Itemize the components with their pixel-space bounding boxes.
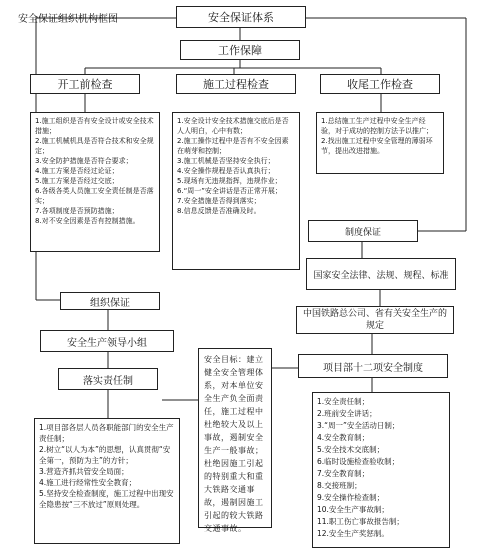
list-item: 7.安全教育制； <box>317 469 370 478</box>
in-process-check-list <box>172 112 300 270</box>
national-law-box <box>306 258 456 290</box>
pre-start-check-list <box>30 112 160 252</box>
system-guarantee-label: 制度保证 <box>344 227 381 238</box>
pre-start-check-header <box>30 74 140 94</box>
list-item: 5.安全技术交底制； <box>317 445 385 454</box>
org-guarantee-label: 组织保证 <box>90 297 130 309</box>
list-item: 8.对不安全因素是否有控制措施。 <box>35 217 140 225</box>
list-item: 1.项目部各层人员各职能部门的安全生产责任制； <box>39 423 174 443</box>
responsibility-label: 落实责任制 <box>83 375 133 387</box>
safety-goal-box <box>198 348 272 533</box>
list-item: 4.施工方案是否经过论证； <box>35 167 119 175</box>
list-item: 8.交接班制； <box>317 481 362 490</box>
twelve-rules-list <box>312 392 450 548</box>
list-item: 12.安全生产奖惩制。 <box>317 529 389 538</box>
responsibility-box <box>58 368 158 390</box>
list-item: 5.坚持安全检查制度，施工过程中出现安全隐患按“三不放过”原则处理。 <box>39 489 174 509</box>
list-item: 5.施工方案是否经过交底； <box>35 177 119 185</box>
list-item: 3.安全防护措施是否符合要求； <box>35 157 133 165</box>
list-item: 7.各项制度是否预防措施； <box>35 207 119 215</box>
in-process-check-header <box>176 74 296 94</box>
list-item: 8.信息反馈是否准确及时。 <box>177 207 261 215</box>
list-item: 4.施工进行经常性安全教育； <box>39 478 137 487</box>
list-item: 7.安全措施是否得到落实； <box>177 197 261 205</box>
list-item: 1.安全责任制； <box>317 397 370 406</box>
closing-check-list <box>316 112 444 174</box>
list-item: 3.营造齐抓共管安全局面； <box>39 467 129 476</box>
responsibility-list <box>34 418 180 544</box>
list-item: 6.临时设施检查验收制； <box>317 457 400 466</box>
safety-system-box <box>176 6 306 28</box>
list-item: 4.安全操作规程是否认真执行； <box>177 167 275 175</box>
list-item: 6.“周一”安全讲话是否正常开展； <box>177 187 282 195</box>
list-item: 2.树立“以人为本”的思想，认真贯彻“安全第一，预防为主”的方针； <box>39 445 171 465</box>
list-item: 3.施工机械是否坚持安全执行； <box>177 157 275 165</box>
pre-start-check-label: 开工前检查 <box>57 78 113 91</box>
national-law-label: 国家安全法律、法规、规程、标准 <box>313 270 449 281</box>
in-process-check-label: 施工过程检查 <box>203 78 269 91</box>
closing-check-label: 收尾工作检查 <box>347 78 413 91</box>
list-item: 2.找出施工过程中安全管理的薄弱环节，提出改进措施。 <box>321 137 433 155</box>
safety-system-label: 安全保证体系 <box>208 11 274 24</box>
list-item: 11.职工伤亡事故报告制； <box>317 517 404 526</box>
org-guarantee-box <box>60 292 160 310</box>
safety-leading-group-label: 安全生产领导小组 <box>67 337 147 349</box>
closing-check-header <box>320 74 440 94</box>
list-item: 3.“周一”安全活动日制； <box>317 421 400 430</box>
safety-goal-text: 安全目标：建立健全安全管理体系，对本单位安全生产负全面责任，施工过程中杜绝较大及以上事故，遏制安全生产一般事故；杜绝因施工引起的特别重大和重大铁路交通事故，遏制因施工引起的较大铁路交通事故。 <box>204 355 264 533</box>
list-item: 1.安全设计安全技术措施交底后是否人人明白，心中有数； <box>177 117 289 135</box>
list-item: 6.各级各类人员施工安全责任制是否落实； <box>35 187 154 205</box>
work-guarantee-label: 工作保障 <box>218 44 262 57</box>
list-item: 1.施工组织是否有安全设计或安全技术措施； <box>35 117 154 135</box>
list-item: 2.班前安全讲话； <box>317 409 377 418</box>
list-item: 5.现场有无违规指挥，违规作业； <box>177 177 282 185</box>
list-item: 9.安全操作检查制； <box>317 493 385 502</box>
diagram-title: 安全保证组织机构框图 <box>18 14 118 25</box>
twelve-rules-header <box>298 354 448 378</box>
list-item: 2.施工操作过程中是否有不安全因素在萌芽和控制； <box>177 137 289 155</box>
safety-leading-group-box <box>40 330 174 352</box>
list-item: 4.安全教育制； <box>317 433 370 442</box>
twelve-rules-label: 项目部十二项安全制度 <box>323 362 423 374</box>
list-item: 10.安全生产事故制； <box>317 505 389 514</box>
system-guarantee-box <box>308 220 418 242</box>
railway-rules-label: 中国铁路总公司、省有关安全生产的规定 <box>302 309 447 331</box>
list-item: 2.施工机械机具是否符合技术和安全规定； <box>35 137 154 155</box>
railway-rules-box <box>296 306 454 334</box>
list-item: 1.总结施工生产过程中安全生产经验，对于成功的控制方法予以推广； <box>321 117 433 135</box>
work-guarantee-box <box>180 40 300 60</box>
